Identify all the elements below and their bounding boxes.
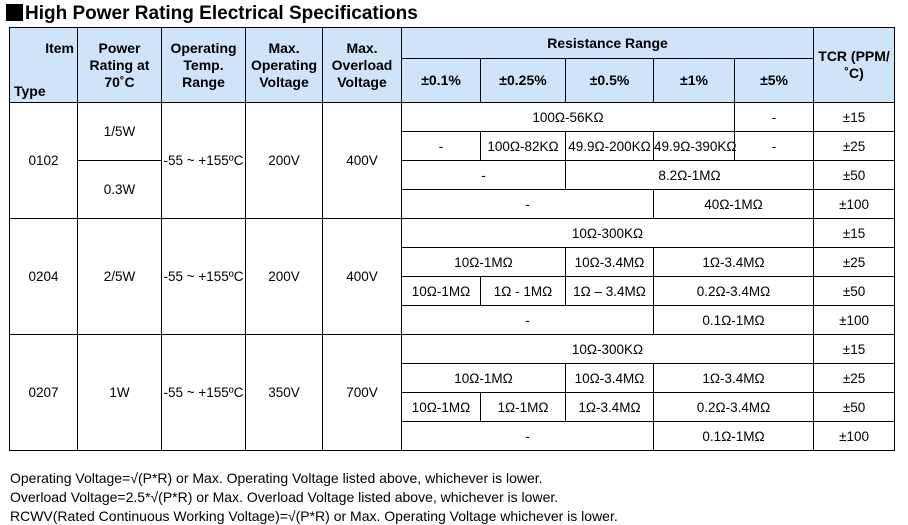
square-bullet-icon [6, 4, 23, 21]
resistance-cell: 1Ω-3.4MΩ [654, 248, 814, 277]
tcr-cell: ±15 [814, 103, 895, 132]
tolerance-header: ±0.25% [481, 59, 566, 103]
resistance-cell: 0.2Ω-3.4MΩ [654, 393, 814, 422]
tcr-cell: ±100 [814, 422, 895, 451]
resistance-cell: 10Ω-1MΩ [402, 248, 566, 277]
power-rating-cell: 1/5W [78, 103, 162, 161]
resistance-cell: 10Ω-3.4MΩ [566, 364, 654, 393]
item-type-header [10, 28, 78, 103]
resistance-cell: 1Ω - 1MΩ [481, 277, 566, 306]
resistance-cell: 49.9Ω-390KΩ [654, 132, 735, 161]
tcr-header: TCR (PPM/˚C) [814, 28, 895, 103]
resistance-cell: 10Ω-300KΩ [402, 335, 814, 364]
tcr-cell: ±50 [814, 161, 895, 190]
power-rating-cell: 2/5W [78, 219, 162, 335]
resistance-cell: - [735, 132, 814, 161]
resistance-cell: 0.2Ω-3.4MΩ [654, 277, 814, 306]
op-voltage-cell: 200V [246, 103, 323, 219]
table-row [10, 161, 895, 190]
power-rating-cell: 0.3W [78, 161, 162, 219]
resistance-cell: - [402, 190, 654, 219]
note-operating-voltage: Operating Voltage=√(P*R) or Max. Operating Voltage listed above, whichever is lower. [10, 470, 543, 486]
resistance-cell: 10Ω-1MΩ [402, 364, 566, 393]
ov-voltage-cell: 700V [323, 335, 402, 451]
resistance-cell: 8.2Ω-1MΩ [566, 161, 814, 190]
table-row [10, 103, 895, 132]
type-cell: 0207 [10, 335, 78, 451]
resistance-cell: 100Ω-56KΩ [402, 103, 735, 132]
resistance-cell: 0.1Ω-1MΩ [654, 422, 814, 451]
resistance-cell: 1Ω-1MΩ [481, 393, 566, 422]
operating-temp-header: Operating Temp. Range [162, 28, 246, 103]
resistance-cell: - [402, 422, 654, 451]
resistance-cell: 1Ω – 3.4MΩ [566, 277, 654, 306]
temp-range-cell: -55 ~ +155ºC [162, 335, 246, 451]
type-cell: 0204 [10, 219, 78, 335]
resistance-cell: 10Ω-300KΩ [402, 219, 814, 248]
specifications-table [9, 27, 895, 451]
ov-voltage-cell: 400V [323, 103, 402, 219]
resistance-cell: 10Ω-1MΩ [402, 277, 481, 306]
tcr-cell: ±15 [814, 335, 895, 364]
resistance-cell: 10Ω-1MΩ [402, 393, 481, 422]
resistance-cell: - [402, 306, 654, 335]
tcr-cell: ±25 [814, 364, 895, 393]
resistance-cell: 40Ω-1MΩ [654, 190, 814, 219]
type-label: Type [14, 83, 46, 99]
title-text: High Power Rating Electrical Specifications [25, 3, 418, 24]
tcr-cell: ±50 [814, 393, 895, 422]
tolerance-header: ±5% [735, 59, 814, 103]
tcr-cell: ±25 [814, 132, 895, 161]
temp-range-cell: -55 ~ +155ºC [162, 103, 246, 219]
tcr-cell: ±25 [814, 248, 895, 277]
tcr-cell: ±100 [814, 190, 895, 219]
max-overload-voltage-header: Max. Overload Voltage [323, 28, 402, 103]
table-row [10, 335, 895, 364]
power-rating-cell: 1W [78, 335, 162, 451]
resistance-cell: 49.9Ω-200KΩ [566, 132, 654, 161]
tcr-cell: ±100 [814, 306, 895, 335]
tcr-cell: ±50 [814, 277, 895, 306]
table-row [10, 219, 895, 248]
op-voltage-cell: 350V [246, 335, 323, 451]
resistance-cell: 100Ω-82KΩ [481, 132, 566, 161]
item-label: Item [45, 40, 74, 56]
page-title [6, 3, 418, 25]
resistance-cell: - [402, 132, 481, 161]
note-overload-voltage: Overload Voltage=2.5*√(P*R) or Max. Overload Voltage listed above, whichever is lower. [10, 489, 559, 505]
tolerance-header: ±1% [654, 59, 735, 103]
resistance-cell: 1Ω-3.4MΩ [654, 364, 814, 393]
tolerance-header: ±0.1% [402, 59, 481, 103]
resistance-cell: 0.1Ω-1MΩ [654, 306, 814, 335]
tcr-cell: ±15 [814, 219, 895, 248]
ov-voltage-cell: 400V [323, 219, 402, 335]
power-rating-header: Power Rating at 70˚C [78, 28, 162, 103]
resistance-cell: 10Ω-3.4MΩ [566, 248, 654, 277]
tolerance-header: ±0.5% [566, 59, 654, 103]
note-rcwv: RCWV(Rated Continuous Working Voltage)=√(P*R) or Max. Operating Voltage whichever is lower. [10, 508, 618, 524]
type-cell: 0102 [10, 103, 78, 219]
max-operating-voltage-header: Max. Operating Voltage [246, 28, 323, 103]
temp-range-cell: -55 ~ +155ºC [162, 219, 246, 335]
op-voltage-cell: 200V [246, 219, 323, 335]
resistance-range-header: Resistance Range [402, 28, 814, 59]
resistance-cell: 1Ω-3.4MΩ [566, 393, 654, 422]
resistance-cell: - [402, 161, 566, 190]
resistance-cell: - [735, 103, 814, 132]
